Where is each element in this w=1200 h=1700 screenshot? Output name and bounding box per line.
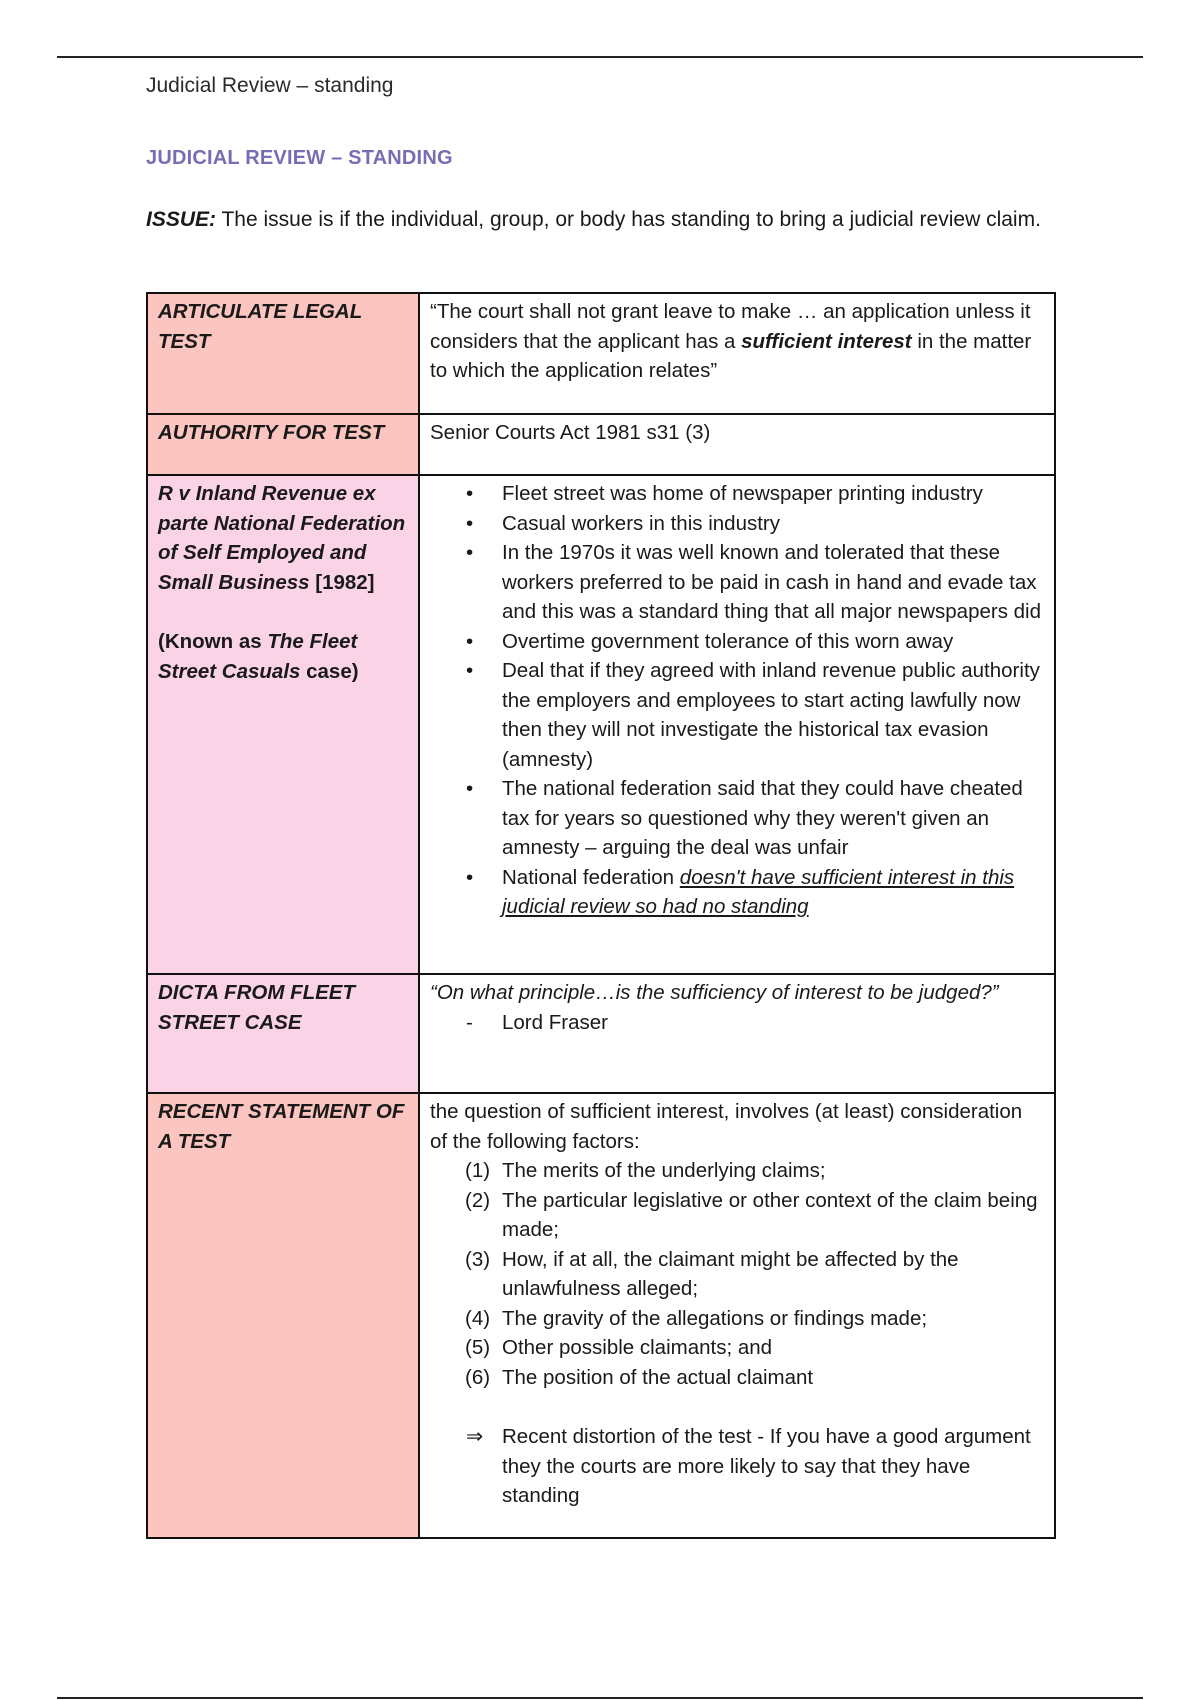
standing-table — [146, 292, 1056, 1539]
content-cell — [419, 974, 1055, 1093]
authority-text: Senior Courts Act 1981 s31 (3) — [430, 421, 711, 444]
factor-text: Other possible claimants; and — [502, 1336, 773, 1359]
list-item — [430, 1156, 1042, 1186]
bullet-text: Deal that if they agreed with inland revenue public authority the employers and employees to start acting lawfully now then they will not investigate the historical tax evasion (amnesty) — [502, 659, 1040, 771]
list-item — [430, 1422, 1042, 1511]
table-row-authority — [147, 414, 1055, 475]
bullet-text: National federation — [502, 865, 680, 889]
table-row-recent-test — [147, 1093, 1055, 1538]
issue-text: The issue is if the individual, group, or body has standing to bring a judicial review claim. — [221, 208, 1041, 231]
factor-number: (2) — [465, 1188, 491, 1212]
spacer — [158, 597, 406, 627]
issue-paragraph — [146, 206, 1054, 234]
list-item — [430, 1008, 1042, 1038]
running-header: Judicial Review – standing — [146, 74, 394, 97]
recent-intro: the question of sufficient interest, involves (at least) consideration of the following factors: — [430, 1100, 1023, 1153]
row-heading: ARTICULATE LEGAL TEST — [158, 300, 362, 353]
list-item — [430, 1333, 1042, 1363]
dicta-quote: “On what principle…is the sufficiency of interest to be judged?” — [430, 981, 999, 1004]
factor-text: The position of the actual claimant — [502, 1365, 814, 1389]
bullet-text: The national federation said that they could have cheated tax for years so questioned why they weren't given an amnesty – arguing the deal was unfair — [502, 777, 1023, 859]
table-row-dicta — [147, 974, 1055, 1093]
factor-number: (3) — [465, 1247, 491, 1271]
bullet-icon: • — [466, 865, 474, 889]
list-item — [430, 1186, 1042, 1245]
test-quote-start: “The court shall not grant leave to make … an application unless it considers that the applicant has a — [430, 300, 1031, 353]
list-item — [430, 509, 1042, 539]
footer-rule — [57, 1697, 1143, 1699]
factor-number: (1) — [465, 1159, 491, 1182]
list-item — [430, 656, 1042, 774]
case-facts-list — [430, 479, 1042, 922]
row-heading: AUTHORITY FOR TEST — [158, 421, 385, 444]
list-item — [430, 1363, 1042, 1393]
recent-note: Recent distortion of the test - If you have a good argument they the courts are more likely to say that they have standing — [502, 1425, 1031, 1507]
list-item — [430, 1245, 1042, 1304]
content-cell — [419, 293, 1055, 414]
factor-text: The particular legislative or other context of the claim being made; — [502, 1188, 1038, 1241]
list-item — [430, 1304, 1042, 1334]
bullet-icon: • — [466, 511, 474, 535]
header-rule — [57, 56, 1143, 58]
dash-icon: - — [466, 1010, 473, 1034]
heading-cell — [147, 414, 419, 475]
judge-name: Lord Fraser — [502, 1010, 608, 1034]
known-as-prefix: (Known as — [158, 630, 268, 653]
table-row-legal-test — [147, 293, 1055, 414]
table-row-case — [147, 475, 1055, 974]
heading-cell — [147, 974, 419, 1093]
issue-label: ISSUE: — [146, 208, 217, 231]
factors-list — [430, 1156, 1042, 1392]
content-cell — [419, 475, 1055, 974]
heading-cell — [147, 293, 419, 414]
bullet-underlined-text: doesn't have sufficient interest in this judicial review so had no standing — [502, 865, 1015, 918]
test-quote-bold: sufficient interest — [741, 329, 912, 353]
known-as-suffix: case) — [300, 659, 359, 683]
heading-cell — [147, 475, 419, 974]
factor-text: The merits of the underlying claims; — [502, 1159, 826, 1182]
factor-number: (5) — [465, 1336, 491, 1359]
bullet-text: Fleet street was home of newspaper printing industry — [502, 482, 983, 505]
list-item — [430, 774, 1042, 863]
row-heading: RECENT STATEMENT OF A TEST — [158, 1100, 405, 1153]
list-item — [430, 863, 1042, 922]
case-year: [1982] — [315, 570, 375, 594]
factor-text: How, if at all, the claimant might be affected by the unlawfulness alleged; — [502, 1247, 959, 1300]
bullet-text: Casual workers in this industry — [502, 511, 780, 535]
known-as-name: The Fleet Street Casuals — [158, 630, 358, 683]
factor-text: The gravity of the allegations or findings made; — [502, 1306, 928, 1330]
bullet-icon: • — [466, 659, 474, 682]
content-cell — [419, 414, 1055, 475]
factor-number: (6) — [465, 1365, 491, 1389]
implies-arrow-icon: ⇒ — [466, 1425, 484, 1448]
bullet-text: In the 1970s it was well known and tolerated that these workers preferred to be paid in cash in hand and evade tax and this was a standard thing that all major newspapers did — [502, 541, 1042, 623]
test-quote-end: in the matter to which the application relates” — [430, 329, 1032, 382]
bullet-icon: • — [466, 777, 474, 800]
factor-number: (4) — [465, 1306, 491, 1330]
list-item — [430, 538, 1042, 627]
bullet-text: Overtime government tolerance of this worn away — [502, 629, 954, 653]
bullet-icon: • — [466, 541, 474, 564]
page-title: JUDICIAL REVIEW – STANDING — [146, 147, 453, 169]
list-item — [430, 627, 1042, 657]
row-heading: DICTA FROM FLEET STREET CASE — [158, 981, 356, 1034]
content-cell — [419, 1093, 1055, 1538]
heading-cell — [147, 1093, 419, 1538]
bullet-icon: • — [466, 482, 474, 505]
bullet-icon: • — [466, 629, 474, 653]
case-name: R v Inland Revenue ex parte National Federation of Self Employed and Small Business — [158, 482, 406, 594]
list-item — [430, 479, 1042, 509]
